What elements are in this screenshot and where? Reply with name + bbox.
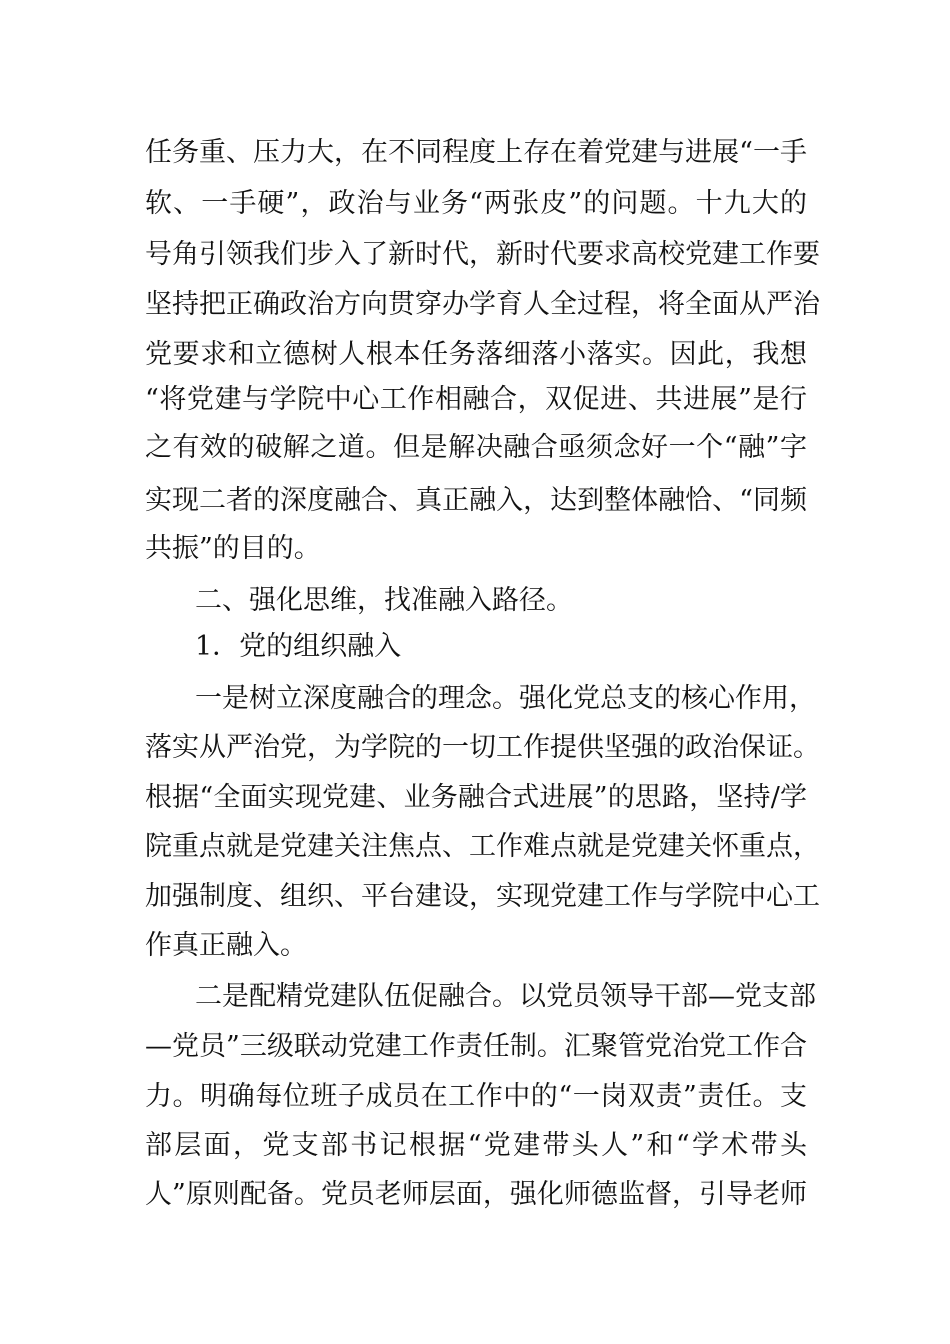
text-line-8: 实现二者的深度融合、真正融入，达到整体融恰、“同频 — [145, 485, 807, 516]
text-line-7: 之有效的破解之道。但是解决融合亟须念好一个“融”字 — [145, 432, 807, 463]
text-line-14: 根据“全面实现党建、业务融合式进展”的思路，坚持/学 — [145, 782, 807, 813]
text-line-5: 党要求和立德树人根本任务落细落小落实。因此，我想 — [145, 339, 807, 370]
text-line-1: 任务重、压力大，在不同程度上存在着党建与进展“一手 — [145, 137, 807, 168]
text-line-3: 号角引领我们步入了新时代，新时代要求高校党建工作要 — [145, 239, 820, 270]
text-line-4: 坚持把正确政治方向贯穿办学育人全过程，将全面从严治 — [145, 289, 820, 320]
text-line-20: 力。明确每位班子成员在工作中的“一岗双责”责任。支 — [145, 1081, 807, 1112]
text-line-22: 人”原则配备。党员老师层面，强化师德监督，引导老师 — [145, 1179, 807, 1210]
text-line-12: 一是树立深度融合的理念。强化党总支的核心作用， — [195, 683, 816, 714]
text-line-2: 软、一手硬”，政治与业务“两张皮”的问题。十九大的 — [145, 188, 807, 219]
text-line-19: —党员”三级联动党建工作责任制。汇聚管党治党工作合 — [145, 1031, 807, 1062]
text-line-16: 加强制度、组织、平台建设，实现党建工作与学院中心工 — [145, 881, 820, 912]
text-line-15: 院重点就是党建关注焦点、工作难点就是党建关怀重点， — [145, 831, 820, 862]
text-line-17: 作真正融入。 — [145, 930, 307, 961]
text-line-21: 部层面，党支部书记根据“党建带头人”和“学术带头 — [145, 1130, 807, 1161]
section-heading: 二、强化思维，找准融入路径。 — [195, 585, 573, 616]
text-line-6: “将党建与学院中心工作相融合，双促进、共进展”是行 — [145, 384, 807, 415]
text-line-9: 共振”的目的。 — [145, 533, 321, 564]
text-line-13: 落实从严治党，为学院的一切工作提供坚强的政治保证。 — [145, 732, 820, 763]
text-line-18: 二是配精党建队伍促融合。以党员领导干部—党支部 — [195, 981, 816, 1012]
subsection-heading: 1．党的组织融入 — [195, 631, 402, 662]
